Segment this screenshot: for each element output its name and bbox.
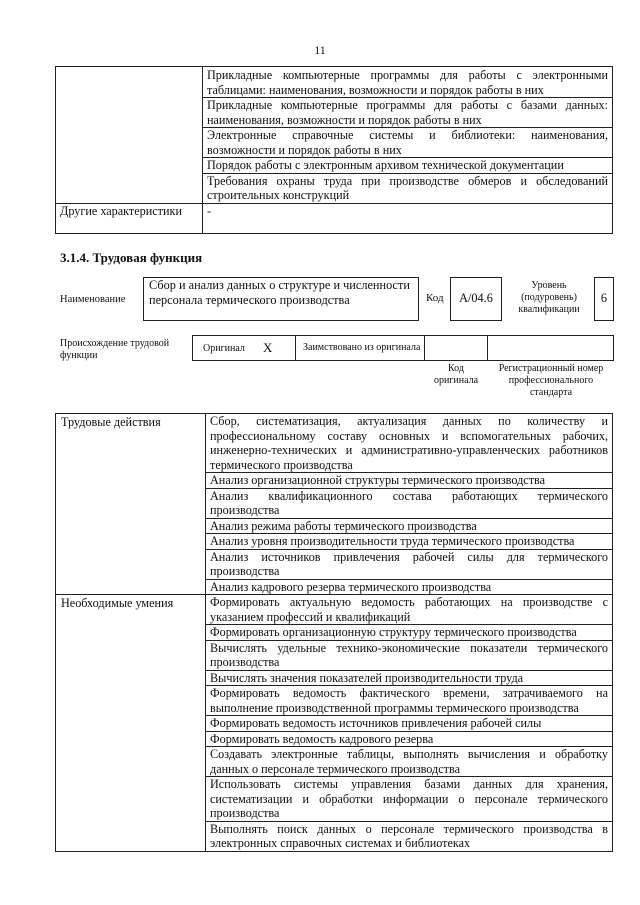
level-label: Уровень (подуровень) квалификации bbox=[518, 280, 580, 315]
original-label: Оригинал bbox=[203, 343, 245, 354]
skill-item: Выполнять поиск данных о персонале термического производства в электронных справочных системах и библиотеках bbox=[206, 821, 613, 851]
origin-label: Происхождение трудовой функции bbox=[60, 338, 170, 361]
required-skills-label: Необходимые умения bbox=[56, 595, 206, 852]
skill-item: Формировать организационную структуру термического производства bbox=[206, 625, 613, 641]
qualification-level: 6 bbox=[594, 277, 614, 321]
name-label: Наименование bbox=[60, 294, 126, 305]
skill-item: Вычислять удельные технико-экономические показатели термического производства bbox=[206, 640, 613, 670]
original-code-caption: Код оригинала bbox=[433, 363, 479, 386]
labor-action-item: Анализ кадрового резерва термического производства bbox=[206, 579, 613, 595]
table-row bbox=[56, 203, 613, 233]
skill-item: Использовать системы управления базами данных для хранения, систематизации и обработки информации о персонале термического производства bbox=[206, 777, 613, 822]
reg-number-caption: Регистрационный номер профессионального стандарта bbox=[498, 363, 604, 398]
code-label: Код bbox=[426, 292, 444, 304]
knowledge-table bbox=[55, 66, 613, 234]
knowledge-item: Электронные справочные системы и библиотеки: наименования, возможности и порядок работы в них bbox=[203, 128, 613, 158]
skill-item: Создавать электронные таблицы, выполнять вычисления и обработку данных о персонале термического производства bbox=[206, 747, 613, 777]
knowledge-item: Прикладные компьютерные программы для работы с электронными таблицами: наименования, возможности и порядок работы в них bbox=[203, 67, 613, 98]
skill-item: Формировать ведомость фактического времени, затрачиваемого на выполнение производственной программы термического производства bbox=[206, 686, 613, 716]
empty-label-cell bbox=[56, 67, 203, 204]
knowledge-item: Требования охраны труда при производстве обмеров и обследований строительных конструкций bbox=[203, 173, 613, 203]
labor-action-item: Анализ организационной структуры термического производства bbox=[206, 473, 613, 489]
labor-action-item: Анализ режима работы термического производства bbox=[206, 518, 613, 534]
reg-number-box bbox=[487, 335, 614, 361]
other-characteristics-value: - bbox=[203, 203, 613, 233]
knowledge-item: Порядок работы с электронным архивом технической документации bbox=[203, 158, 613, 174]
skill-item: Формировать ведомость кадрового резерва bbox=[206, 731, 613, 747]
skill-item: Вычислять значения показателей производительности труда bbox=[206, 670, 613, 686]
borrowed-label: Заимствовано из оригинала bbox=[303, 342, 421, 353]
labor-action-item: Сбор, систематизация, актуализация данных по количеству и профессиональному составу основных и вспомогательных рабочих, инженерно-технических и административно-управленческих работников термического производства bbox=[206, 414, 613, 473]
original-box bbox=[192, 335, 296, 361]
table-row bbox=[56, 67, 613, 98]
section-title: 3.1.4. Трудовая функция bbox=[60, 250, 203, 265]
table-row bbox=[56, 414, 613, 473]
borrowed-box bbox=[295, 335, 425, 361]
skill-item: Формировать ведомость источников привлечения рабочей силы bbox=[206, 716, 613, 732]
labor-action-item: Анализ источников привлечения рабочей силы для термического производства bbox=[206, 549, 613, 579]
function-code: А/04.6 bbox=[450, 277, 502, 321]
labor-action-item: Анализ квалификационного состава работающих термического производства bbox=[206, 488, 613, 518]
function-table bbox=[55, 413, 613, 852]
labor-action-item: Анализ уровня производительности труда термического производства bbox=[206, 534, 613, 550]
labor-actions-label: Трудовые действия bbox=[56, 414, 206, 595]
table-row bbox=[56, 595, 613, 625]
knowledge-item: Прикладные компьютерные программы для работы с базами данных: наименования, возможности и порядок работы в них bbox=[203, 98, 613, 128]
other-characteristics-label: Другие характеристики bbox=[56, 203, 203, 233]
page-number: 11 bbox=[314, 43, 326, 57]
function-name: Сбор и анализ данных о структуре и численности персонала термического производства bbox=[143, 277, 419, 321]
original-code-box bbox=[424, 335, 488, 361]
skill-item: Формировать актуальную ведомость работающих на производстве с указанием профессий и квалификаций bbox=[206, 595, 613, 625]
original-mark: X bbox=[263, 340, 273, 355]
